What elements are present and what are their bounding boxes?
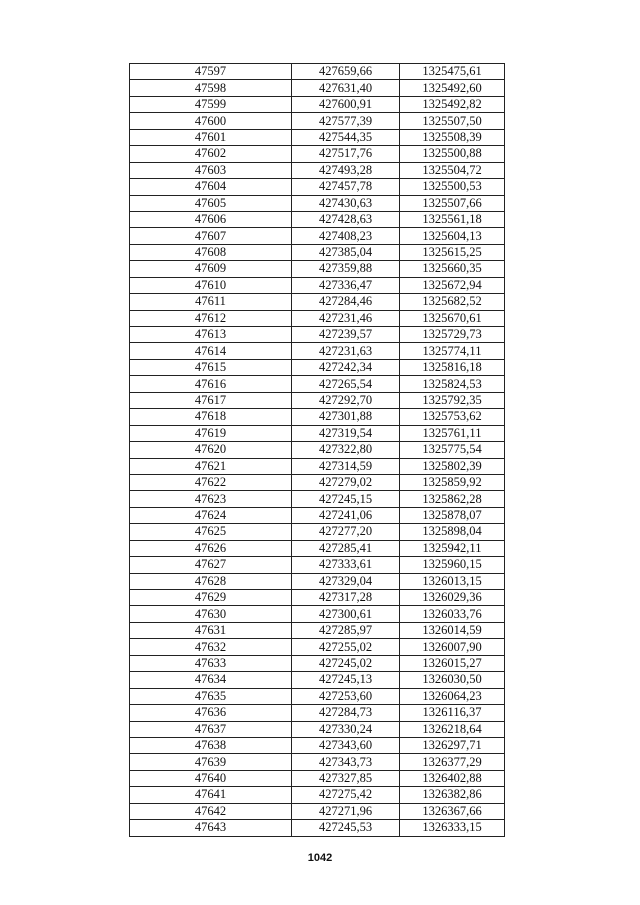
point-id-cell: 47635: [130, 688, 292, 704]
x-coordinate-cell: 427330,24: [292, 721, 400, 737]
table-row: [130, 688, 505, 704]
table-row: [130, 540, 505, 556]
point-id-cell: 47637: [130, 721, 292, 737]
table-row: [130, 672, 505, 688]
point-id-cell: 47598: [130, 80, 292, 96]
table-row: [130, 803, 505, 819]
y-coordinate-cell: 1325682,52: [400, 294, 505, 310]
point-id-cell: 47609: [130, 261, 292, 277]
point-id-cell: 47631: [130, 622, 292, 638]
y-coordinate-cell: 1325729,73: [400, 327, 505, 343]
point-id-cell: 47619: [130, 425, 292, 441]
table-row: [130, 820, 505, 836]
y-coordinate-cell: 1325753,62: [400, 409, 505, 425]
x-coordinate-cell: 427333,61: [292, 557, 400, 573]
y-coordinate-cell: 1326367,66: [400, 803, 505, 819]
y-coordinate-cell: 1326377,29: [400, 754, 505, 770]
point-id-cell: 47621: [130, 458, 292, 474]
table-row: [130, 458, 505, 474]
y-coordinate-cell: 1326064,23: [400, 688, 505, 704]
x-coordinate-cell: 427245,53: [292, 820, 400, 836]
table-row: [130, 129, 505, 145]
point-id-cell: 47600: [130, 113, 292, 129]
x-coordinate-cell: 427428,63: [292, 211, 400, 227]
table-row: [130, 606, 505, 622]
x-coordinate-cell: 427327,85: [292, 770, 400, 786]
y-coordinate-cell: 1326013,15: [400, 573, 505, 589]
x-coordinate-cell: 427241,06: [292, 507, 400, 523]
table-row: [130, 409, 505, 425]
point-id-cell: 47606: [130, 211, 292, 227]
y-coordinate-cell: 1325475,61: [400, 64, 505, 80]
point-id-cell: 47629: [130, 590, 292, 606]
table-row: [130, 557, 505, 573]
table-row: [130, 425, 505, 441]
table-row: [130, 211, 505, 227]
point-id-cell: 47623: [130, 491, 292, 507]
x-coordinate-cell: 427242,34: [292, 359, 400, 375]
y-coordinate-cell: 1325672,94: [400, 277, 505, 293]
table-row: [130, 162, 505, 178]
x-coordinate-cell: 427322,80: [292, 442, 400, 458]
table-row: [130, 64, 505, 80]
coordinates-table: [129, 63, 505, 837]
y-coordinate-cell: 1325960,15: [400, 557, 505, 573]
x-coordinate-cell: 427245,15: [292, 491, 400, 507]
point-id-cell: 47641: [130, 787, 292, 803]
y-coordinate-cell: 1326014,59: [400, 622, 505, 638]
point-id-cell: 47616: [130, 376, 292, 392]
table-row: [130, 442, 505, 458]
x-coordinate-cell: 427255,02: [292, 639, 400, 655]
point-id-cell: 47605: [130, 195, 292, 211]
y-coordinate-cell: 1325507,66: [400, 195, 505, 211]
y-coordinate-cell: 1325492,82: [400, 96, 505, 112]
x-coordinate-cell: 427292,70: [292, 392, 400, 408]
point-id-cell: 47617: [130, 392, 292, 408]
x-coordinate-cell: 427300,61: [292, 606, 400, 622]
y-coordinate-cell: 1325774,11: [400, 343, 505, 359]
point-id-cell: 47624: [130, 507, 292, 523]
table-row: [130, 277, 505, 293]
y-coordinate-cell: 1325615,25: [400, 244, 505, 260]
x-coordinate-cell: 427245,02: [292, 655, 400, 671]
x-coordinate-cell: 427577,39: [292, 113, 400, 129]
table-row: [130, 787, 505, 803]
point-id-cell: 47599: [130, 96, 292, 112]
table-row: [130, 754, 505, 770]
table-row: [130, 474, 505, 490]
table-row: [130, 359, 505, 375]
point-id-cell: 47639: [130, 754, 292, 770]
page-number: 1042: [307, 852, 333, 864]
x-coordinate-cell: 427317,28: [292, 590, 400, 606]
table-row: [130, 146, 505, 162]
y-coordinate-cell: 1326033,76: [400, 606, 505, 622]
y-coordinate-cell: 1325859,92: [400, 474, 505, 490]
x-coordinate-cell: 427600,91: [292, 96, 400, 112]
y-coordinate-cell: 1326297,71: [400, 737, 505, 753]
x-coordinate-cell: 427319,54: [292, 425, 400, 441]
point-id-cell: 47608: [130, 244, 292, 260]
table-row: [130, 195, 505, 211]
x-coordinate-cell: 427544,35: [292, 129, 400, 145]
point-id-cell: 47643: [130, 820, 292, 836]
point-id-cell: 47634: [130, 672, 292, 688]
y-coordinate-cell: 1326116,37: [400, 705, 505, 721]
table-row: [130, 491, 505, 507]
point-id-cell: 47633: [130, 655, 292, 671]
x-coordinate-cell: 427336,47: [292, 277, 400, 293]
y-coordinate-cell: 1326029,36: [400, 590, 505, 606]
y-coordinate-cell: 1326030,50: [400, 672, 505, 688]
table-row: [130, 392, 505, 408]
point-id-cell: 47602: [130, 146, 292, 162]
x-coordinate-cell: 427301,88: [292, 409, 400, 425]
x-coordinate-cell: 427314,59: [292, 458, 400, 474]
x-coordinate-cell: 427408,23: [292, 228, 400, 244]
y-coordinate-cell: 1325761,11: [400, 425, 505, 441]
y-coordinate-cell: 1326015,27: [400, 655, 505, 671]
x-coordinate-cell: 427284,46: [292, 294, 400, 310]
table-row: [130, 113, 505, 129]
point-id-cell: 47618: [130, 409, 292, 425]
point-id-cell: 47622: [130, 474, 292, 490]
y-coordinate-cell: 1325508,39: [400, 129, 505, 145]
table-row: [130, 655, 505, 671]
y-coordinate-cell: 1325500,88: [400, 146, 505, 162]
y-coordinate-cell: 1325660,35: [400, 261, 505, 277]
table-row: [130, 590, 505, 606]
x-coordinate-cell: 427265,54: [292, 376, 400, 392]
table-row: [130, 261, 505, 277]
table-row: [130, 294, 505, 310]
point-id-cell: 47628: [130, 573, 292, 589]
point-id-cell: 47620: [130, 442, 292, 458]
x-coordinate-cell: 427359,88: [292, 261, 400, 277]
y-coordinate-cell: 1326333,15: [400, 820, 505, 836]
y-coordinate-cell: 1325792,35: [400, 392, 505, 408]
table-row: [130, 524, 505, 540]
y-coordinate-cell: 1325670,61: [400, 310, 505, 326]
point-id-cell: 47625: [130, 524, 292, 540]
y-coordinate-cell: 1325500,53: [400, 179, 505, 195]
x-coordinate-cell: 427279,02: [292, 474, 400, 490]
table-row: [130, 179, 505, 195]
point-id-cell: 47636: [130, 705, 292, 721]
y-coordinate-cell: 1325824,53: [400, 376, 505, 392]
x-coordinate-cell: 427493,28: [292, 162, 400, 178]
x-coordinate-cell: 427285,97: [292, 622, 400, 638]
table-row: [130, 721, 505, 737]
x-coordinate-cell: 427275,42: [292, 787, 400, 803]
y-coordinate-cell: 1325504,72: [400, 162, 505, 178]
y-coordinate-cell: 1325507,50: [400, 113, 505, 129]
x-coordinate-cell: 427631,40: [292, 80, 400, 96]
table-row: [130, 705, 505, 721]
y-coordinate-cell: 1326218,64: [400, 721, 505, 737]
x-coordinate-cell: 427231,63: [292, 343, 400, 359]
point-id-cell: 47614: [130, 343, 292, 359]
point-id-cell: 47601: [130, 129, 292, 145]
table-row: [130, 96, 505, 112]
x-coordinate-cell: 427659,66: [292, 64, 400, 80]
point-id-cell: 47630: [130, 606, 292, 622]
point-id-cell: 47610: [130, 277, 292, 293]
x-coordinate-cell: 427239,57: [292, 327, 400, 343]
coordinates-table-body: [130, 64, 505, 837]
point-id-cell: 47638: [130, 737, 292, 753]
y-coordinate-cell: 1326007,90: [400, 639, 505, 655]
point-id-cell: 47615: [130, 359, 292, 375]
point-id-cell: 47612: [130, 310, 292, 326]
point-id-cell: 47604: [130, 179, 292, 195]
y-coordinate-cell: 1325942,11: [400, 540, 505, 556]
x-coordinate-cell: 427343,73: [292, 754, 400, 770]
point-id-cell: 47627: [130, 557, 292, 573]
table-row: [130, 228, 505, 244]
point-id-cell: 47603: [130, 162, 292, 178]
table-row: [130, 622, 505, 638]
table-row: [130, 343, 505, 359]
table-row: [130, 376, 505, 392]
y-coordinate-cell: 1325898,04: [400, 524, 505, 540]
y-coordinate-cell: 1325561,18: [400, 211, 505, 227]
table-row: [130, 639, 505, 655]
table-row: [130, 770, 505, 786]
table-row: [130, 80, 505, 96]
table-row: [130, 507, 505, 523]
x-coordinate-cell: 427284,73: [292, 705, 400, 721]
x-coordinate-cell: 427457,78: [292, 179, 400, 195]
y-coordinate-cell: 1325878,07: [400, 507, 505, 523]
x-coordinate-cell: 427285,41: [292, 540, 400, 556]
y-coordinate-cell: 1325816,18: [400, 359, 505, 375]
y-coordinate-cell: 1326382,86: [400, 787, 505, 803]
point-id-cell: 47597: [130, 64, 292, 80]
y-coordinate-cell: 1325492,60: [400, 80, 505, 96]
x-coordinate-cell: 427385,04: [292, 244, 400, 260]
x-coordinate-cell: 427253,60: [292, 688, 400, 704]
point-id-cell: 47613: [130, 327, 292, 343]
x-coordinate-cell: 427329,04: [292, 573, 400, 589]
table-row: [130, 573, 505, 589]
point-id-cell: 47632: [130, 639, 292, 655]
table-row: [130, 327, 505, 343]
y-coordinate-cell: 1325775,54: [400, 442, 505, 458]
table-row: [130, 244, 505, 260]
x-coordinate-cell: 427517,76: [292, 146, 400, 162]
x-coordinate-cell: 427231,46: [292, 310, 400, 326]
y-coordinate-cell: 1325802,39: [400, 458, 505, 474]
point-id-cell: 47607: [130, 228, 292, 244]
x-coordinate-cell: 427271,96: [292, 803, 400, 819]
x-coordinate-cell: 427430,63: [292, 195, 400, 211]
x-coordinate-cell: 427245,13: [292, 672, 400, 688]
y-coordinate-cell: 1326402,88: [400, 770, 505, 786]
x-coordinate-cell: 427343,60: [292, 737, 400, 753]
point-id-cell: 47640: [130, 770, 292, 786]
point-id-cell: 47626: [130, 540, 292, 556]
table-row: [130, 737, 505, 753]
point-id-cell: 47642: [130, 803, 292, 819]
x-coordinate-cell: 427277,20: [292, 524, 400, 540]
y-coordinate-cell: 1325604,13: [400, 228, 505, 244]
point-id-cell: 47611: [130, 294, 292, 310]
table-row: [130, 310, 505, 326]
y-coordinate-cell: 1325862,28: [400, 491, 505, 507]
